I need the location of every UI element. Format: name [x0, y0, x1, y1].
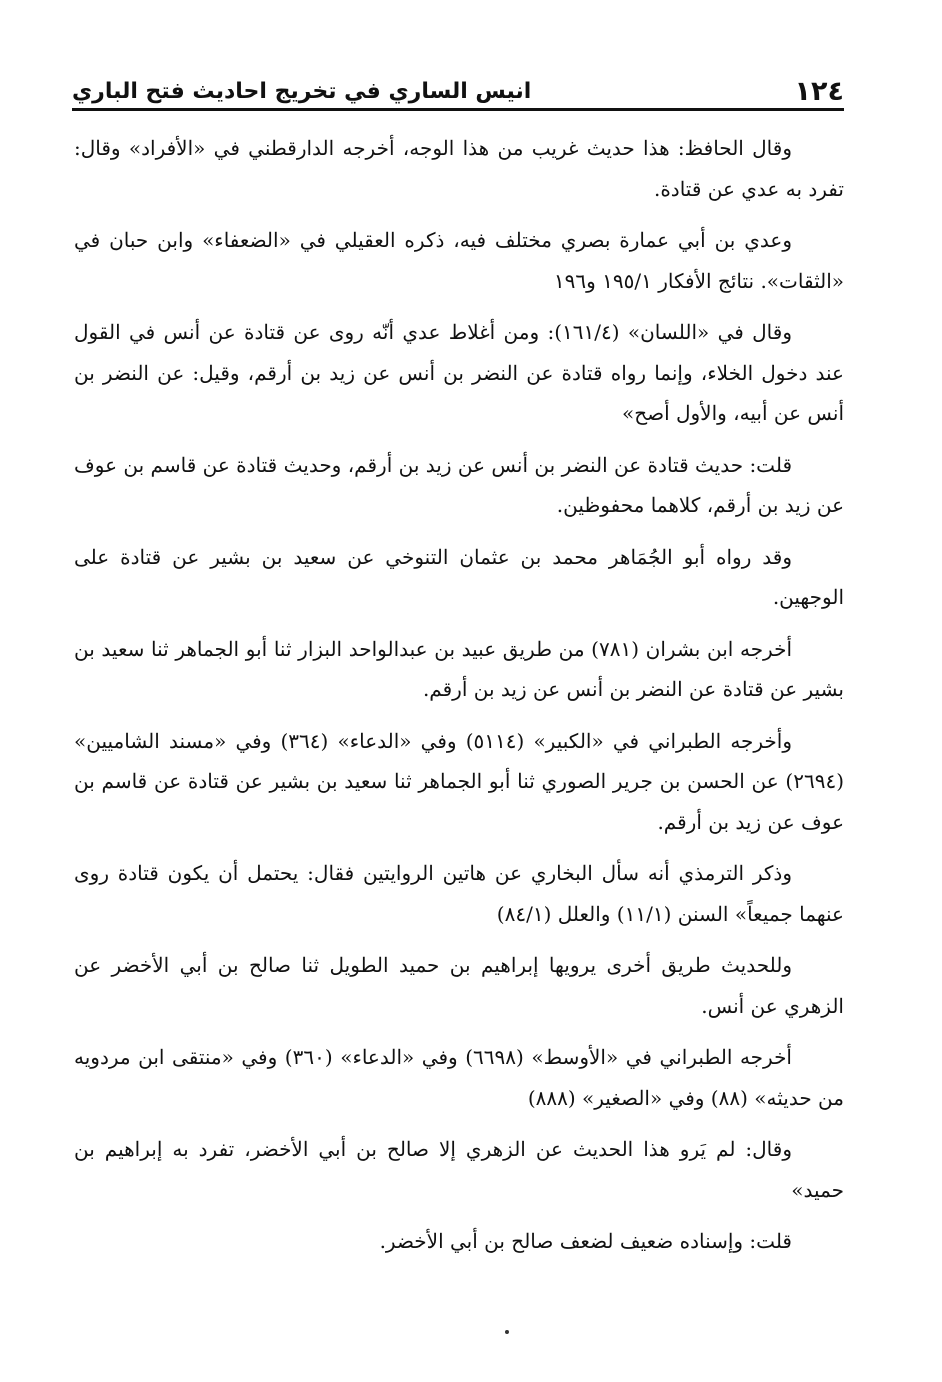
paragraph: وقد رواه أبو الجُمَاهر محمد بن عثمان التنوخي عن سعيد بن بشير عن قتادة على الوجهين. — [74, 544, 844, 609]
header-rule — [72, 108, 844, 111]
paragraph: قلت: وإسناده ضعيف لضعف صالح بن أبي الأخضر. — [379, 1229, 792, 1253]
paragraph: وذكر الترمذي أنه سأل البخاري عن هاتين الروايتين فقال: يحتمل أن يكون قتادة روى عنهما جميعاً» السنن (١١/١) والعلل (٨٤/١) — [74, 861, 844, 926]
paragraph: وقال في «اللسان» (١٦١/٤): ومن أغلاط عدي أنّه روى عن قتادة عن أنس في القول عند دخول الخلاء، وإنما رواه قتادة عن النضر بن أنس عن زيد بن أرقم، وقيل: عن النضر بن أنس عن أبيه، والأول أصح» — [74, 320, 844, 425]
paragraph: أخرجه الطبراني في «الأوسط» (٦٦٩٨) وفي «الدعاء» (٣٦٠) وفي «منتقى ابن مردويه من حديثه» (٨٨) وفي «الصغير» (٨٨٨) — [74, 1045, 844, 1110]
paragraph: وقال الحافظ: هذا حديث غريب من هذا الوجه، أخرجه الدارقطني في «الأفراد» وقال: تفرد به عدي عن قتادة. — [74, 136, 844, 201]
page-number: ١٢٤ — [794, 76, 844, 107]
paragraph: وللحديث طريق أخرى يرويها إبراهيم بن حميد الطويل ثنا صالح بن أبي الأخضر عن الزهري عن أنس. — [74, 953, 844, 1018]
paragraph: وعدي بن أبي عمارة بصري مختلف فيه، ذكره العقيلي في «الضعفاء» وابن حبان في «الثقات». نتائج الأفكار ١٩٥/١ و١٩٦ — [74, 228, 844, 293]
paragraph: قلت: حديث قتادة عن النضر بن أنس عن زيد بن أرقم، وحديث قتادة عن قاسم بن عوف عن زيد بن أرقم، كلاهما محفوظين. — [74, 452, 844, 517]
paragraph: أخرجه ابن بشران (٧٨١) من طريق عبيد بن عبدالواحد البزار ثنا أبو الجماهر ثنا سعيد بن بشير عن قتادة عن النضر بن أنس عن زيد بن أرقم. — [74, 636, 844, 701]
book-title: انيس الساري في تخريج احاديث فتح الباري — [72, 79, 532, 104]
paragraph: وقال: لم يَرو هذا الحديث عن الزهري إلا صالح بن أبي الأخضر، تفرد به إبراهيم بن حميد» — [74, 1137, 844, 1202]
page-speck — [505, 1330, 509, 1334]
page-body — [74, 128, 844, 1273]
running-header — [72, 68, 844, 108]
paragraph: وأخرجه الطبراني في «الكبير» (٥١١٤) وفي «الدعاء» (٣٦٤) وفي «مسند الشاميين» (٢٦٩٤) عن الحسن بن جرير الصوري ثنا أبو الجماهر ثنا سعيد بن بشير عن قتادة عن قاسم بن عوف عن زيد بن أرقم. — [74, 728, 844, 834]
